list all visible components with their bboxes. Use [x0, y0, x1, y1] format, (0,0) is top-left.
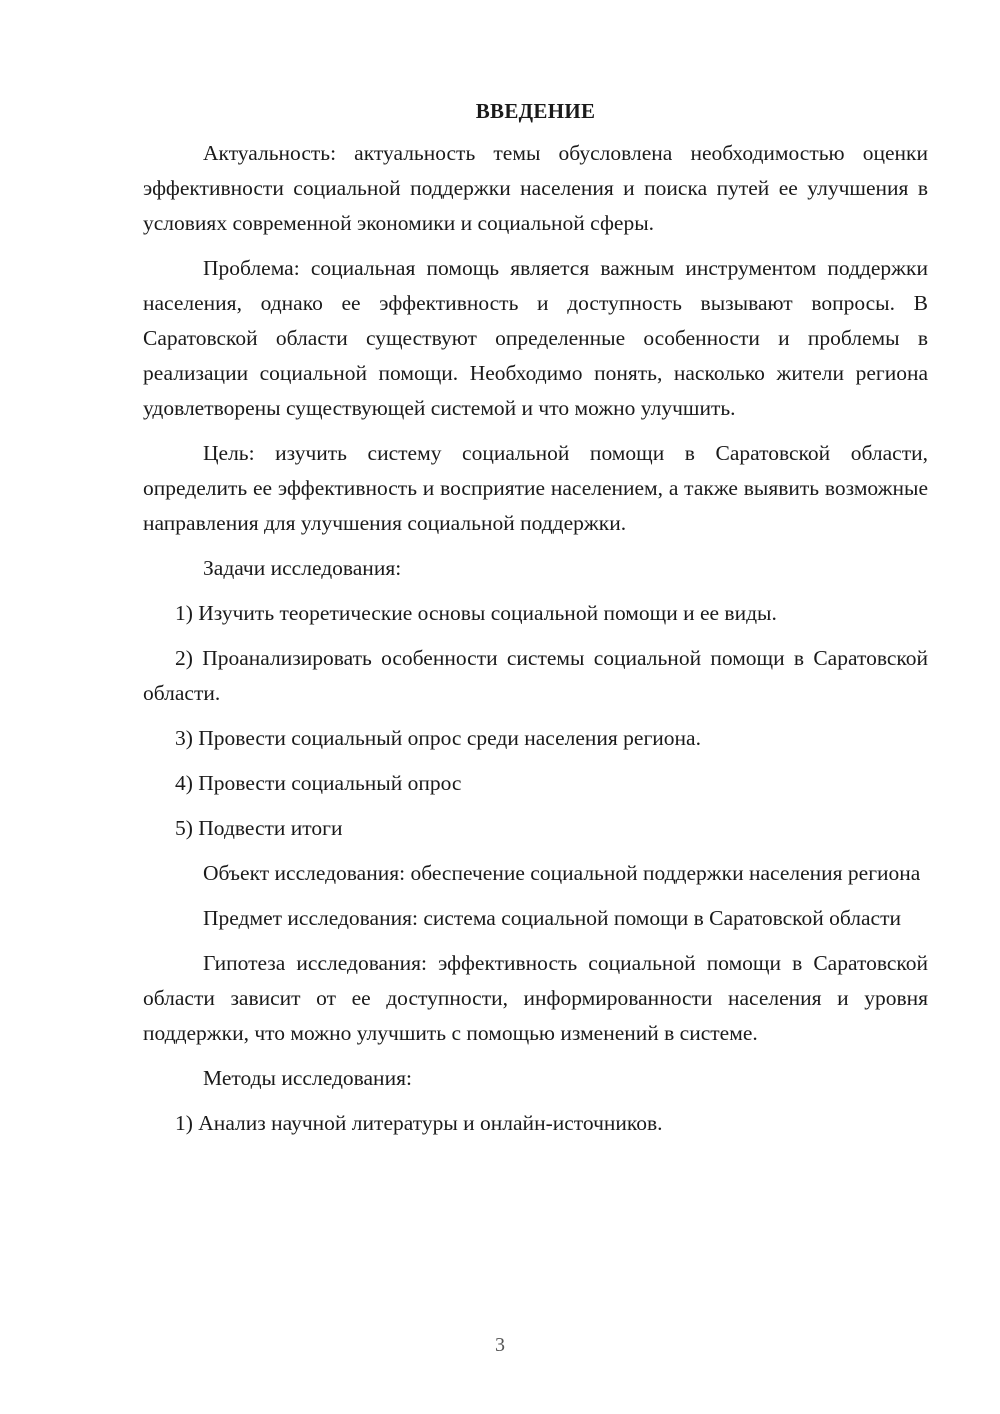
- methods-heading: Методы исследования:: [203, 1066, 412, 1090]
- task-item: 4) Провести социальный опрос: [175, 771, 462, 795]
- problem-paragraph: Проблема: социальная помощь является важным инструментом поддержки населения, однако ее эффективность и доступность вызывают вопросы. В Саратовской области существуют определенные особенности и проблемы в реализации социальной помощи. Необходимо понять, насколько жители региона удовлетворены существующей системой и что можно улучшить.: [143, 256, 928, 420]
- page-number: 3: [495, 1334, 505, 1356]
- task-item: 1) Изучить теоретические основы социальной помощи и ее виды.: [175, 601, 777, 625]
- goal-paragraph: Цель: изучить систему социальной помощи в Саратовской области, определить ее эффективность и восприятие населением, а также выявить возможные направления для улучшения социальной поддержки.: [143, 441, 928, 535]
- task-item: 5) Подвести итоги: [175, 816, 343, 840]
- task-item: 2) Проанализировать особенности системы социальной помощи в Саратовской области.: [143, 646, 928, 705]
- subject-paragraph: Предмет исследования: система социальной помощи в Саратовской области: [203, 906, 902, 930]
- hypothesis-paragraph: Гипотеза исследования: эффективность социальной помощи в Саратовской области зависит от ее доступности, информированности населения и уровня поддержки, что можно улучшить с помощью изменений в системе.: [143, 951, 928, 1045]
- task-item: 3) Провести социальный опрос среди населения региона.: [175, 726, 701, 750]
- document-page: [143, 98, 928, 1151]
- relevance-paragraph: Актуальность: актуальность темы обусловлена необходимостью оценки эффективности социальной поддержки населения и поиска путей ее улучшения в условиях современной экономики и социальной сферы.: [143, 141, 928, 235]
- method-item: 1) Анализ научной литературы и онлайн-источников.: [175, 1111, 663, 1135]
- object-paragraph: Объект исследования: обеспечение социальной поддержки населения региона: [203, 861, 921, 885]
- tasks-heading: Задачи исследования:: [203, 556, 402, 580]
- section-title: ВВЕДЕНИЕ: [475, 99, 596, 123]
